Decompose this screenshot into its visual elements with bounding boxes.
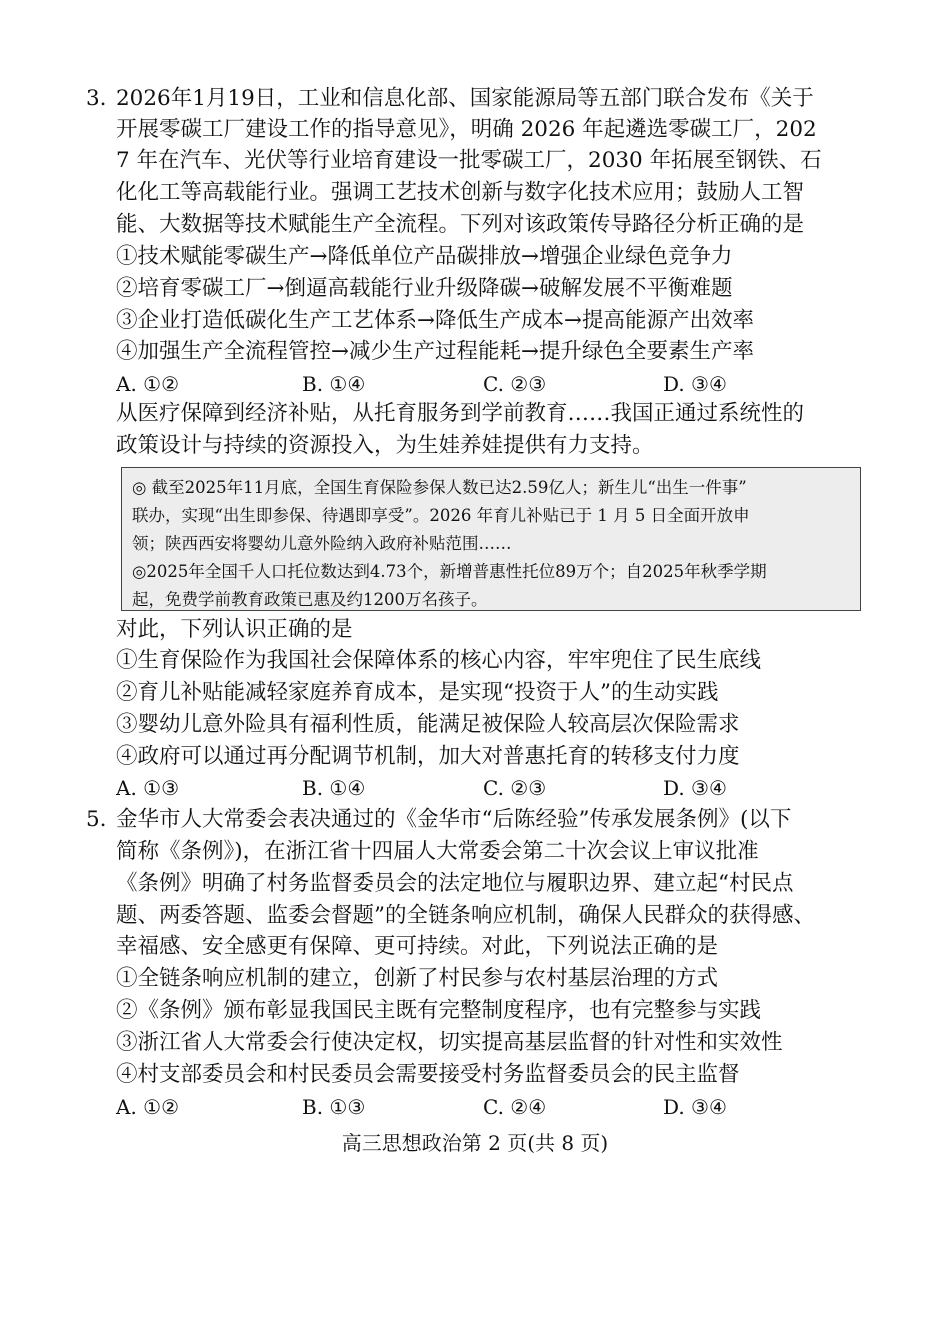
question-3-statement: ①技术赋能零碳生产→降低单位产品碳排放→增强企业绿色竞争力: [116, 244, 733, 269]
question-5-statement: ②《条例》颁布彰显我国民主既有完整制度程序，也有完整参与实践: [116, 998, 762, 1023]
option-c[interactable]: C. ②③: [483, 776, 547, 800]
question-3-statement: ③企业打造低碳化生产工艺体系→降低生产成本→提高能源产出效率: [116, 308, 755, 333]
question-3-stem-line: 2026年1月19日，工业和信息化部、国家能源局等五部门联合发布《关于: [116, 86, 814, 111]
question-4-statement: ②育儿补贴能减轻家庭养育成本，是实现“投资于人”的生动实践: [116, 680, 719, 705]
option-d[interactable]: D. ③④: [663, 372, 727, 396]
option-c[interactable]: C. ②③: [483, 372, 547, 396]
question-3-stem-line: 能、大数据等技术赋能生产全流程。下列对该政策传导路径分析正确的是: [116, 212, 805, 237]
question-4-statement: ④政府可以通过再分配调节机制，加大对普惠托育的转移支付力度: [116, 744, 740, 769]
question-3-stem-line: 化化工等高载能行业。强调工艺技术创新与数字化技术应用；鼓励人工智: [116, 180, 805, 205]
option-b[interactable]: B. ①③: [302, 1095, 366, 1119]
page-footer: 高三思想政治第 2 页(共 8 页): [341, 1131, 609, 1155]
question-5-stem-line: 简称《条例》)，在浙江省十四届人大常委会第二十次会议上审议批准: [116, 839, 759, 864]
material-line: 领；陕西西安将婴幼儿意外险纳入政府补贴范围……: [132, 534, 512, 553]
question-4-statement: ③婴幼儿意外险具有福利性质，能满足被保险人较高层次保险需求: [116, 712, 740, 737]
question-5-stem-line: 金华市人大常委会表决通过的《金华市“后陈经验”传承发展条例》(以下: [116, 807, 792, 832]
option-d[interactable]: D. ③④: [663, 1095, 727, 1119]
option-b[interactable]: B. ①④: [302, 372, 366, 396]
option-a[interactable]: A. ①②: [116, 372, 180, 396]
question-3-stem-line: 开展零碳工厂建设工作的指导意见》，明确 2026 年起遴选零碳工厂，202: [116, 117, 817, 142]
question-5-stem-line: 题、两委答题、监委会督题”的全链条响应机制，确保人民群众的获得感、: [116, 903, 815, 928]
material-line: ◎ 截至2025年11月底，全国生育保险参保人数已达2.59亿人；新生儿“出生一件事”: [132, 478, 747, 497]
question-5-stem-line: 幸福感、安全感更有保障、更可持续。对此，下列说法正确的是: [116, 934, 719, 959]
option-c[interactable]: C. ②④: [483, 1095, 547, 1119]
question-5-statement: ①全链条响应机制的建立，创新了村民参与农村基层治理的方式: [116, 966, 719, 991]
question-3-statement: ④加强生产全流程管控→减少生产过程能耗→提升绿色全要素生产率: [116, 339, 755, 364]
option-a[interactable]: A. ①②: [116, 1095, 180, 1119]
question-5-number: 5.: [86, 807, 107, 832]
material-box: [121, 467, 861, 611]
material-line: ◎2025年全国千人口托位数达到4.73个，新增普惠性托位89万个；自2025年秋季学期: [132, 562, 767, 581]
question-5-statement: ④村支部委员会和村民委员会需要接受村务监督委员会的民主监督: [116, 1062, 740, 1087]
question-4-intro-line: 政策设计与持续的资源投入，为生娃养娃提供有力支持。: [116, 433, 654, 458]
question-5-stem-line: 《条例》明确了村务监督委员会的法定地位与履职边界、建立起“村民点: [116, 871, 794, 896]
question-3-number: 3.: [86, 86, 107, 111]
question-4-statement: ①生育保险作为我国社会保障体系的核心内容，牢牢兜住了民生底线: [116, 648, 762, 673]
material-line: 起，免费学前教育政策已惠及约1200万名孩子。: [132, 590, 488, 609]
option-d[interactable]: D. ③④: [663, 776, 727, 800]
option-a[interactable]: A. ①③: [116, 776, 180, 800]
question-5-statement: ③浙江省人大常委会行使决定权，切实提高基层监督的针对性和实效性: [116, 1030, 783, 1055]
option-b[interactable]: B. ①④: [302, 776, 366, 800]
question-4-prompt: 对此，下列认识正确的是: [116, 617, 353, 642]
question-4-intro-line: 从医疗保障到经济补贴，从托育服务到学前教育……我国正通过系统性的: [116, 401, 805, 426]
question-3-stem-line: 7 年在汽车、光伏等行业培育建设一批零碳工厂，2030 年拓展至钢铁、石: [116, 148, 822, 173]
question-3-statement: ②培育零碳工厂→倒逼高载能行业升级降碳→破解发展不平衡难题: [116, 276, 733, 301]
material-line: 联办，实现“出生即参保、待遇即享受”。2026 年育儿补贴已于 1 月 5 日全面开放申: [132, 506, 750, 525]
